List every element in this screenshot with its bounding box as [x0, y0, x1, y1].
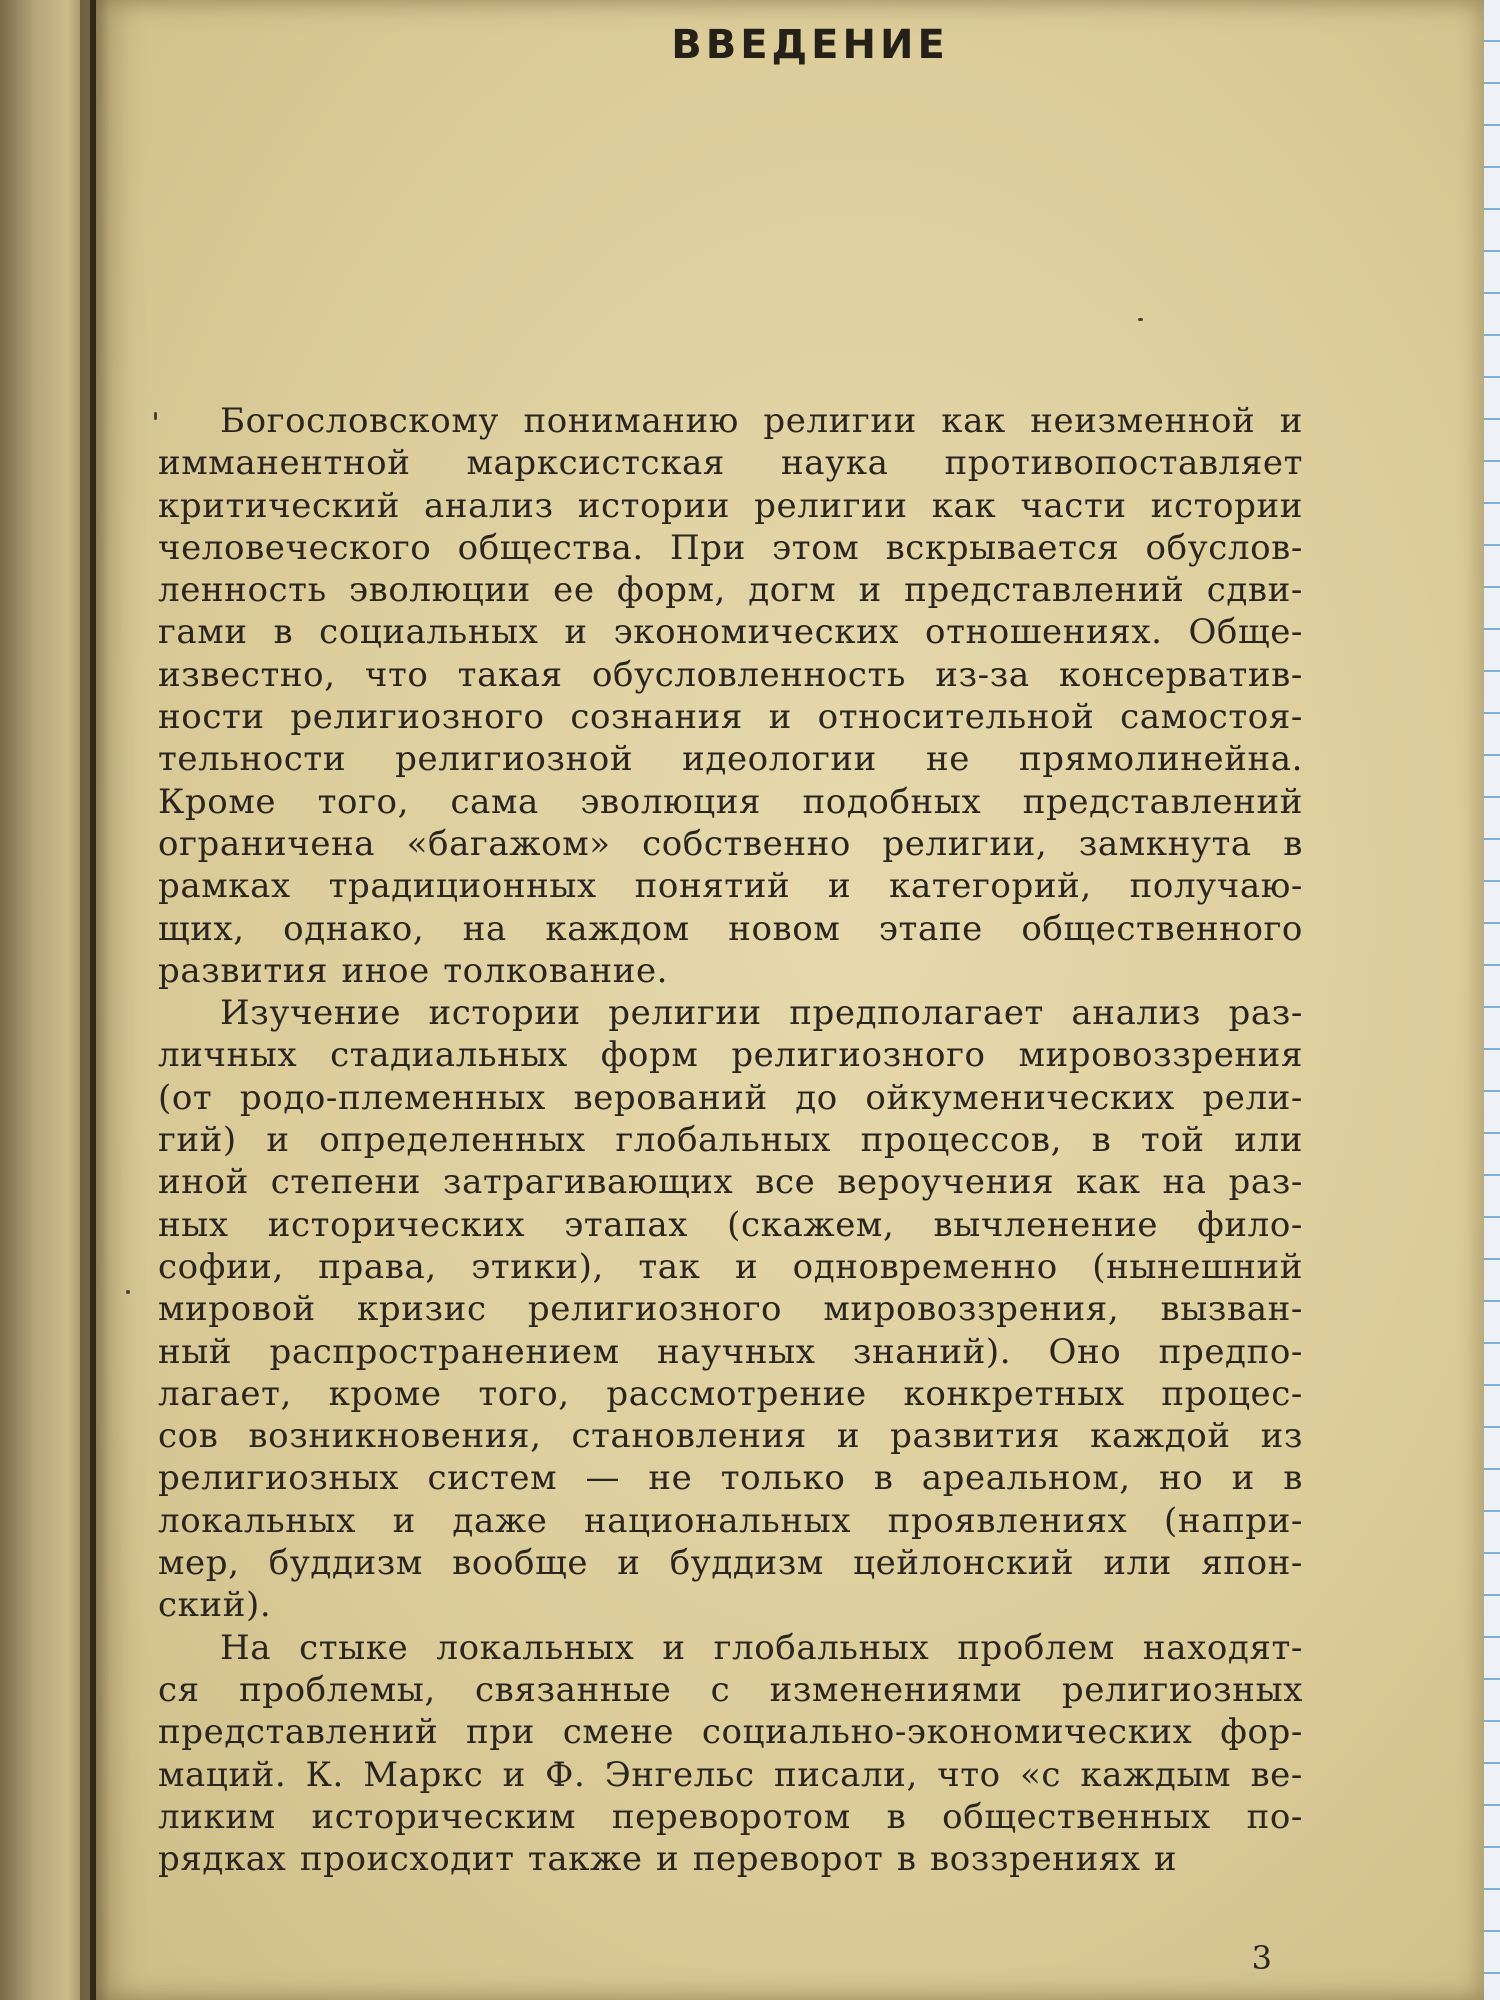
text-line: известно, что такая обусловленность из-за консерватив-	[158, 654, 1303, 695]
text-line: ных исторических этапах (скажем, вычленение фило-	[158, 1204, 1303, 1245]
paragraph-3	[158, 1627, 1303, 1881]
text-line: Кроме того, сама эволюция подобных представлений	[158, 781, 1303, 822]
text-line: локальных и даже национальных проявлениях (напри-	[158, 1500, 1303, 1541]
paper-speck	[154, 412, 157, 420]
paragraph-1	[158, 400, 1303, 992]
paper-speck	[126, 1290, 130, 1294]
text-line: имманентной марксистская наука противопоставляет	[158, 443, 1303, 484]
text-line: человеческого общества. При этом вскрывается обуслов-	[158, 527, 1303, 568]
text-line: щих, однако, на каждом новом этапе общественного	[158, 908, 1303, 949]
paper-speck	[1138, 318, 1143, 321]
text-line: софии, права, этики), так и одновременно (нынешний	[158, 1246, 1303, 1287]
text-line: личных стадиальных форм религиозного мировоззрения	[158, 1035, 1303, 1076]
text-line: ограничена «багажом» собственно религии, замкнута в	[158, 823, 1303, 864]
text-line: (от родо-племенных верований до ойкуменических рели-	[158, 1077, 1303, 1118]
book-page	[96, 0, 1484, 2000]
text-line: иной степени затрагивающих все вероучения как на раз-	[158, 1162, 1303, 1203]
text-line: ный распространением научных знаний). Оно предпо-	[158, 1331, 1303, 1372]
text-line: ся проблемы, связанные с изменениями религиозных	[158, 1669, 1303, 1710]
text-line: Богословскому пониманию религии как неизменной и	[220, 401, 1303, 441]
text-line: тельности религиозной идеологии не прямолинейна.	[158, 739, 1303, 780]
page-title: ВВЕДЕНИЕ	[671, 22, 949, 68]
text-line: Изучение истории религии предполагает анализ раз-	[220, 993, 1303, 1034]
text-line: ности религиозного сознания и относительной самостоя-	[158, 697, 1303, 738]
page-body	[158, 400, 1303, 1880]
text-line: лагает, кроме того, рассмотрение конкретных процес-	[158, 1373, 1303, 1414]
text-line: ленность эволюции ее форм, догм и представлений сдви-	[158, 570, 1303, 611]
text-line: гами в социальных и экономических отношениях. Обще-	[158, 612, 1303, 653]
text-line: На стыке локальных и глобальных проблем находят-	[220, 1627, 1303, 1668]
previous-page-edge	[0, 0, 90, 2000]
text-line: маций. К. Маркс и Ф. Энгельс писали, что «с каждым ве-	[158, 1754, 1303, 1795]
text-line: мер, буддизм вообще и буддизм цейлонский или япон-	[158, 1543, 1303, 1584]
text-line: развития иное толкование.	[158, 950, 669, 991]
text-line: рядках происходит также и переворот в воззрениях и	[158, 1839, 1178, 1880]
page-number: 3	[1251, 1939, 1272, 1977]
text-line: представлений при смене социально-экономических фор-	[158, 1712, 1303, 1753]
text-line: ский).	[158, 1585, 272, 1626]
text-line: религиозных систем — не только в ареальном, но и в	[158, 1458, 1303, 1499]
text-line: мировой кризис религиозного мировоззрения, вызван-	[158, 1289, 1303, 1330]
paragraph-2	[158, 992, 1303, 1626]
page-gutter-shadow	[80, 0, 110, 2000]
text-line: сов возникновения, становления и развития каждой из	[158, 1416, 1303, 1457]
text-line: ликим историческим переворотом в общественных по-	[158, 1796, 1303, 1837]
text-line: рамках традиционных понятий и категорий, получаю-	[158, 866, 1303, 907]
text-line: гий) и определенных глобальных процессов, в той или	[158, 1120, 1303, 1161]
text-line: критический анализ истории религии как части истории	[158, 485, 1303, 526]
